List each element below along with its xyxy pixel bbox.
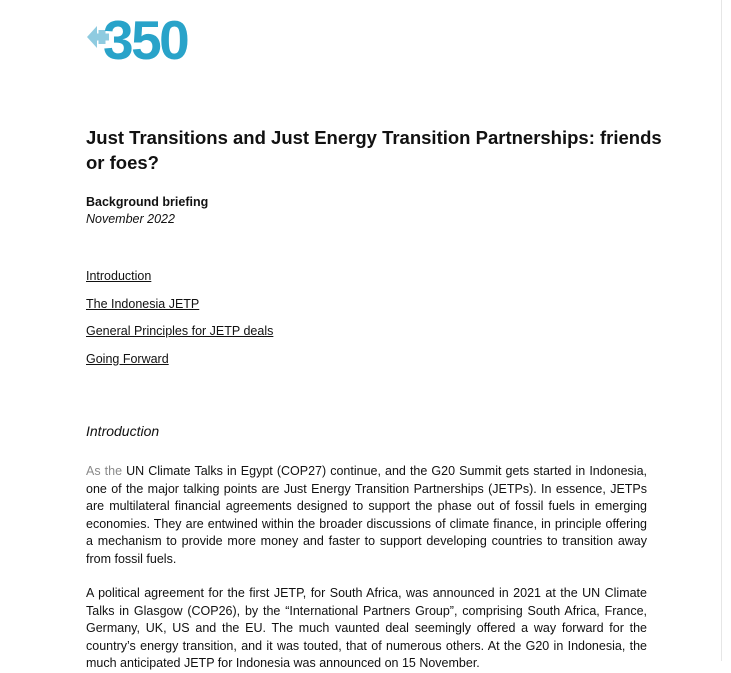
page-edge — [721, 0, 722, 661]
toc-link-general-principles[interactable]: General Principles for JETP deals — [86, 324, 274, 338]
toc-item — [86, 351, 273, 379]
logo-text: 350 — [103, 9, 188, 71]
intro-paragraph-1 — [86, 463, 647, 568]
toc-link-going-forward[interactable]: Going Forward — [86, 351, 169, 366]
document-subheading: Background briefing — [86, 195, 209, 209]
toc-item — [86, 323, 273, 351]
toc-link-indonesia-jetp[interactable]: The Indonesia JETP — [86, 296, 200, 311]
toc-link-introduction[interactable]: Introduction — [86, 269, 152, 283]
para1-lead: As the — [86, 464, 123, 478]
intro-paragraph-2: A political agreement for the first JETP, for South Africa, was announced in 2021 at the UN Climate Talks in Glasgow (COP26), by the “International Partners Group”, comprising South Africa, France, Germany, UK, US and the EU. The much vaunted deal seemingly offered a way forward for the country’s energy transition, and it was touted, that of numerous others. At the G20 in Indonesia, the much anticipated JETP for Indonesia was announced on 15 November. — [86, 586, 647, 670]
table-of-contents — [86, 268, 273, 378]
350-logo — [86, 8, 202, 71]
toc-item — [86, 268, 273, 296]
para1-body: UN Climate Talks in Egypt (COP27) continue, and the G20 Summit gets started in Indonesia, one of the major talking points are Just Energy Transition Partnerships (JETPs). In essence, JETPs are multilateral financial agreements designed to support the phase out of fossil fuels in emerging economies. They are entwined within the broader discussions of climate finance, in principle offering a mechanism to provide more money and faster to support developing countries to transition away from fossil fuels. — [86, 464, 648, 566]
document-title: Just Transitions and Just Energy Transition Partnerships: friends or foes? — [86, 127, 662, 173]
section-heading-introduction: Introduction — [86, 423, 160, 439]
document-date: November 2022 — [86, 212, 175, 226]
toc-item — [86, 296, 273, 324]
